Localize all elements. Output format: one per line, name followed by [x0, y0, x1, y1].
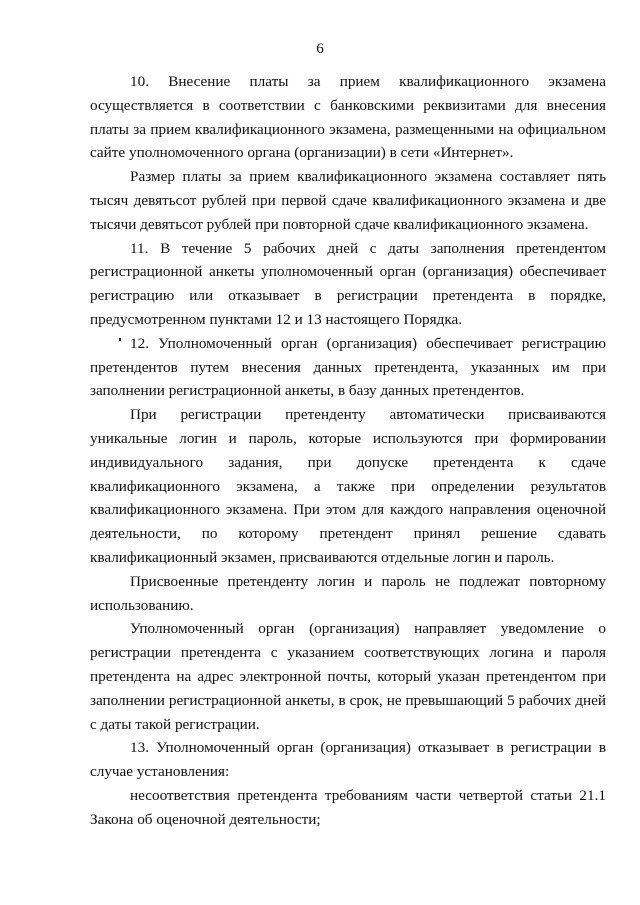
page-number: 6 — [316, 41, 324, 57]
scan-speck — [119, 338, 121, 341]
paragraph-notification: Уполномоченный орган (организация) направляет уведомление о регистрации претендента с указанием соответствующих логина и пароля претендента на адрес электронной почты, который указан претендентом при заполнении регистрационной анкеты, в срок, не превышающий 5 рабочих дней с даты такой регистрации. — [90, 620, 606, 733]
paragraph-12: 12. Уполномоченный орган (организация) обеспечивает регистрацию претендентов путем внесения данных претендента, указанных им при заполнении регистрационной анкеты, в базу данных претендентов. — [90, 334, 606, 400]
paragraph-13: 13. Уполномоченный орган (организация) отказывает в регистрации в случае установления: — [90, 739, 606, 781]
paragraph-no-reuse: Присвоенные претенденту логин и пароль не подлежат повторному использованию. — [90, 572, 606, 614]
paragraph-13-item: несоответствия претендента требованиям части четвертой статьи 21.1 Закона об оценочной деятельности; — [90, 786, 606, 828]
paragraph-login-password: При регистрации претенденту автоматически присваиваются уникальные логин и пароль, которые используются при формировании индивидуального задания, при допуске претендента к сдаче квалификационного экзамена, а также при определении результатов квалификационного экзамена. При этом для каждого направления оценочной деятельности, по которому претендент принял решение сдавать квалификационный экзамен, присваиваются отдельные логин и пароль. — [90, 406, 606, 566]
paragraph-10: 10. Внесение платы за прием квалификационного экзамена осуществляется в соответствии с банковскими реквизитами для внесения платы за прием квалификационного экзамена, размещенными на официальном сайте уполномоченного органа (организации) в сети «Интернет». — [90, 73, 606, 162]
paragraph-11: 11. В течение 5 рабочих дней с даты заполнения претендентом регистрационной анкеты уполномоченный орган (организация) обеспечивает регистрацию или отказывает в регистрации претендента в порядке, предусмотренном пунктами 12 и 13 настоящего Порядка. — [90, 239, 606, 328]
document-body — [90, 70, 606, 832]
paragraph-exam-fee: Размер платы за прием квалификационного экзамена составляет пять тысяч девятьсот рублей при первой сдаче квалификационного экзамена и две тысячи девятьсот рублей при повторной сдаче квалификационного экзамена. — [90, 168, 606, 233]
